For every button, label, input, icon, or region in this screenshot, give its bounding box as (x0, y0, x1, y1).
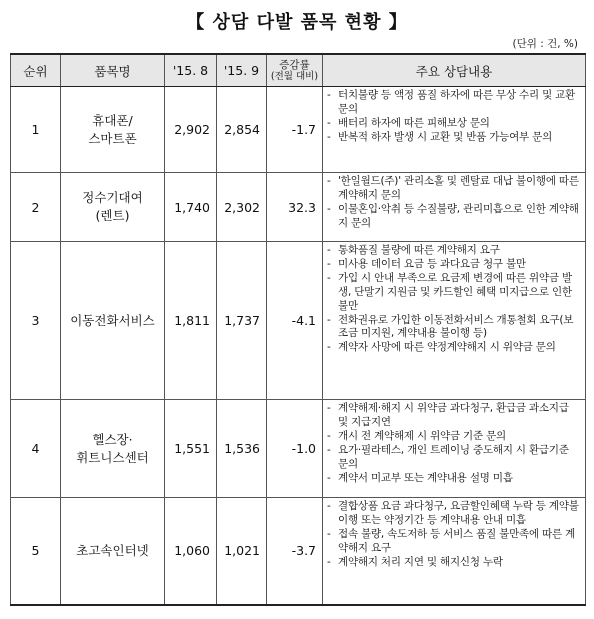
list-item: - 계약해제·해지 시 위약금 과다청구, 환급금 과소지급 및 지급지연 (327, 402, 569, 428)
item-cell (61, 87, 165, 173)
list-item: - 통화품질 불량에 따른 계약해지 요구 (327, 244, 500, 256)
list-item: - 개시 전 계약해제 시 위약금 기준 문의 (327, 429, 506, 442)
item-line: (렌트) (95, 208, 130, 223)
sep-cell: 1,737 (217, 242, 267, 400)
aug-cell: 1,060 (165, 498, 217, 605)
header-rank: 순위 (11, 54, 61, 87)
header-item: 품목명 (61, 54, 165, 87)
item-cell (61, 498, 165, 605)
list-item: - 미사용 데이터 요금 등 과다요금 청구 불만 (327, 257, 526, 270)
change-cell: -1.0 (267, 400, 323, 498)
change-cell: -4.1 (267, 242, 323, 400)
table-row (11, 498, 586, 605)
aug-cell: 2,902 (165, 87, 217, 173)
item-line: 정수기대여 (82, 190, 143, 205)
item-cell (61, 173, 165, 242)
header-change-sub: (전월 대비) (270, 70, 319, 82)
sep-cell: 1,021 (217, 498, 267, 605)
item-line: 헬스장· (92, 431, 133, 447)
list-item: - 접속 불량, 속도저하 등 서비스 품질 불만족에 따른 계약해지 요구 (327, 527, 576, 554)
aug-cell: 1,551 (165, 400, 217, 498)
header-aug: '15. 8 (165, 54, 217, 87)
list-item: - 계약해지 처리 지연 및 해지신청 누락 (327, 555, 503, 568)
rank-cell: 1 (11, 87, 61, 173)
item-line: 이동전화서비스 (70, 312, 155, 328)
list-item: - 반복적 하자 발생 시 교환 및 반품 가능여부 문의 (327, 130, 553, 143)
content-cell (323, 400, 586, 498)
sep-cell: 2,854 (217, 87, 267, 173)
table-row (11, 173, 586, 242)
item-cell (61, 242, 165, 400)
item-line: 스마트폰 (88, 130, 137, 146)
unit-note: (단위 : 건, %) (512, 38, 578, 50)
content-cell (323, 242, 586, 400)
complaint-table (10, 53, 586, 606)
aug-cell: 1,811 (165, 242, 217, 400)
sep-cell: 2,302 (217, 173, 267, 242)
list-item: - 계약서 미교부 또는 계약내용 설명 미흡 (327, 471, 513, 484)
content-cell (323, 173, 586, 242)
list-item: - 이물혼입·악취 등 수질불량, 관리미흡으로 인한 계약해지 문의 (327, 202, 579, 229)
rank-cell: 5 (11, 498, 61, 605)
item-line: 휘트니스센터 (76, 449, 149, 465)
header-sep: '15. 9 (217, 54, 267, 87)
list-item: - 계약자 사망에 따른 약정계약해지 시 위약금 문의 (327, 341, 556, 354)
table-row (11, 87, 586, 173)
item-line: 휴대폰/ (92, 112, 133, 128)
header-change (267, 54, 323, 87)
list-item: - 가입 시 안내 부족으로 요금제 변경에 따른 위약금 발생, 단말기 지원금 및 카드할인 혜택 미지급으로 인한 불만 (327, 271, 572, 312)
header-change-label: 증감률 (279, 58, 310, 71)
header-row (11, 54, 586, 87)
rank-cell: 2 (11, 173, 61, 242)
content-cell (323, 87, 586, 173)
item-line: 초고속인터넷 (76, 542, 149, 558)
list-item: - 터치불량 등 액정 품질 하자에 따른 무상 수리 및 교환 문의 (327, 89, 576, 115)
change-cell: -3.7 (267, 498, 323, 605)
item-cell (61, 400, 165, 498)
change-cell: 32.3 (267, 173, 323, 242)
header-content: 주요 상담내용 (323, 54, 586, 87)
list-item: - '한일월드(주)' 관리소홀 및 렌탈료 대납 불이행에 따른 계약해지 문의 (327, 175, 579, 201)
list-item: - 전화권유로 가입한 이동전화서비스 개통철회 요구(보조금 미지원, 계약내용 불이행 등) (327, 313, 574, 340)
table-row (11, 400, 586, 498)
list-item: - 요가·필라테스, 개인 트레이닝 중도해지 시 환급기준 문의 (327, 443, 569, 470)
content-cell (323, 498, 586, 605)
aug-cell: 1,740 (165, 173, 217, 242)
sep-cell: 1,536 (217, 400, 267, 498)
rank-cell: 3 (11, 242, 61, 400)
page-title: 【 상담 다발 품목 현황 】 (186, 12, 408, 33)
table-row (11, 242, 586, 400)
rank-cell: 4 (11, 400, 61, 498)
list-item: - 배터리 하자에 따른 피해보상 문의 (327, 116, 490, 129)
list-item: - 결합상품 요금 과다청구, 요금할인혜택 누락 등 계약불이행 또는 약정기간 등 계약내용 안내 미흡 (327, 500, 579, 526)
change-cell: -1.7 (267, 87, 323, 173)
